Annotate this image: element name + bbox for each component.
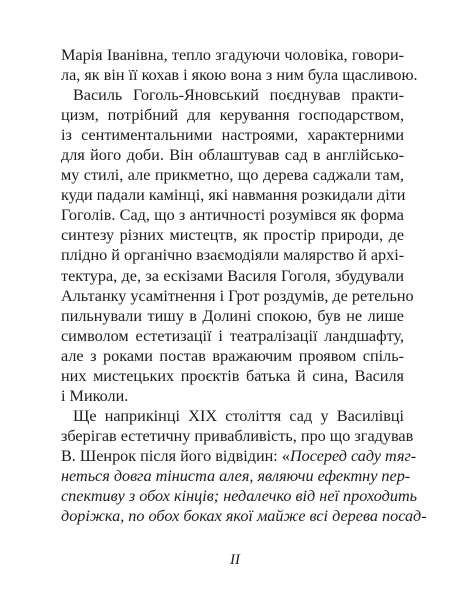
text-line: синтезу різних мистецтв, як простір природи, де xyxy=(61,226,404,245)
page-number: II xyxy=(230,552,240,568)
text-line: пильнували тишу в Долині спокою, був не лише xyxy=(61,306,404,325)
quote-line: доріжка, по обох боках якої майже всі дерева посад- xyxy=(61,507,427,526)
text-line: цизм, потрібний для керування господарством, xyxy=(61,106,404,125)
text-line: них мистецьких проєктів батька й сина, Василя xyxy=(61,366,404,385)
text-line: тектура, де, за ескізами Василя Гоголя, збудували xyxy=(61,266,404,285)
text-line: Альтанку усамітнення і Грот роздумів, де ретельно xyxy=(61,286,414,305)
text-line: але з роками постав вражаючим проявом спіль- xyxy=(61,346,404,365)
text-line: Ще наприкінці XIX століття сад у Василівці xyxy=(73,406,404,425)
text-line: для його доби. Він облаштував сад в англійсько- xyxy=(61,146,404,165)
text-line: і Миколи. xyxy=(61,386,129,405)
quote-line: неться довга тіниста алея, являючи ефектну пер- xyxy=(61,466,411,485)
text-line: ла, як він її кохав і якою вона з ним була щасливою. xyxy=(61,66,418,85)
text-line: плідно й органічно взаємодіяли малярство й архі- xyxy=(61,246,405,265)
text-line: символом естетизації і театралізації ландшафту, xyxy=(61,326,404,345)
text-line: куди падали камінці, які навмання розкидали діти xyxy=(61,186,406,205)
text-line xyxy=(61,446,417,466)
quote-line: спективу з обох кінців; недалечко від неї проходить xyxy=(61,487,418,506)
text-line: зберігав естетичну привабливість, про що згадував xyxy=(61,426,414,445)
paragraph-3 xyxy=(61,406,427,526)
paragraph-1 xyxy=(61,45,418,85)
text-line: із сентиментальними настроями, характерними xyxy=(61,126,404,145)
body-text xyxy=(61,45,427,526)
text-line: Гоголів. Сад, що з античності розумівся як форма xyxy=(61,206,404,225)
paragraph-2 xyxy=(61,85,414,406)
text-line: Марія Іванівна, тепло згадуючи чоловіка, говори- xyxy=(61,46,404,64)
text-run: В. Шенрок після його відвідин: « xyxy=(61,446,290,465)
text-line: Василь Гоголь-Яновський поєднував практи- xyxy=(73,86,404,105)
quote-italic-run: Посеред саду тяг- xyxy=(289,446,417,465)
text-line: му стилі, але прикметно, що дерева саджали там, xyxy=(61,166,404,185)
